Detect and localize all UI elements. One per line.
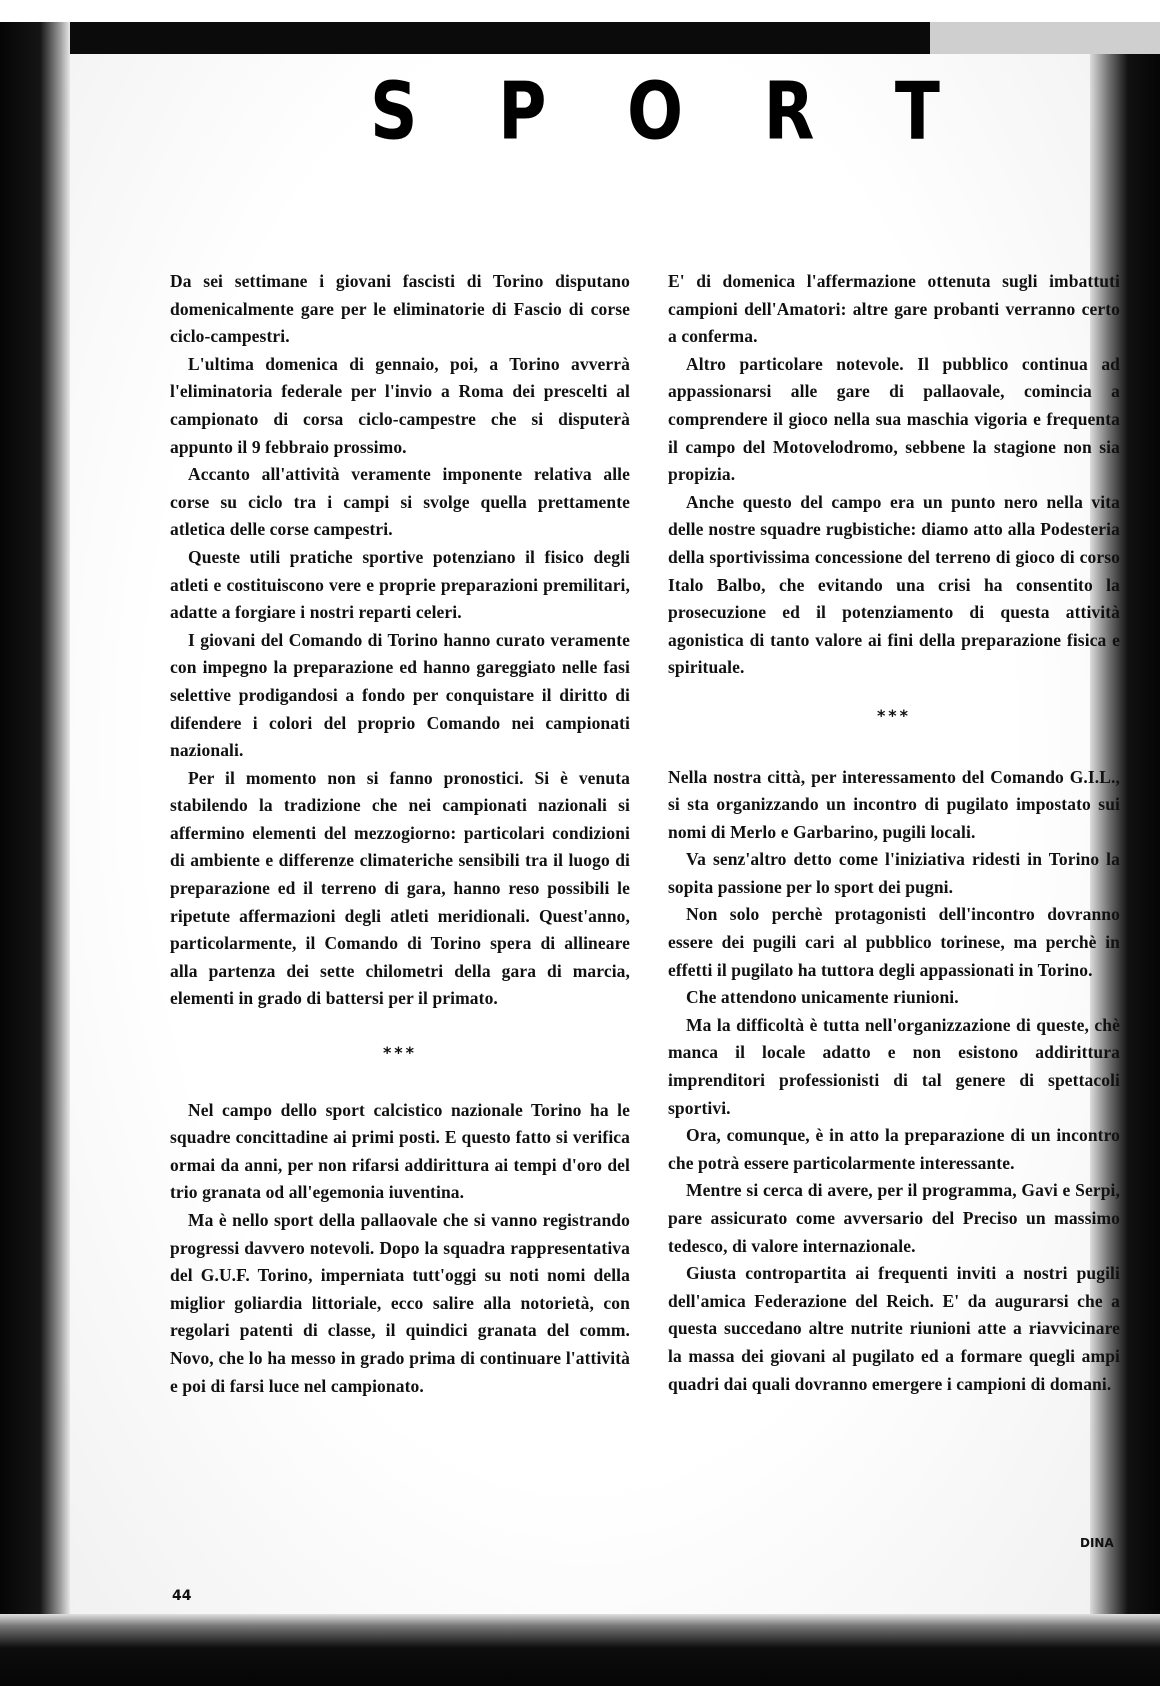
title-letter: P [498,64,547,158]
article-paragraph: Altro particolare notevole. Il pubblico continua ad appassionarsi alle gare di pallaovale, comincia a comprendere il gioco nella sua maschia vigoria e frequenta il campo del Motovelodromo, sebbene la stagione non sia propizia. [668,353,1120,485]
scan-border-top-light [930,22,1160,54]
page-number: 44 [172,1588,192,1604]
article-paragraph: Per il momento non si fanno pronostici. Si è venuta stabilendo la tradizione che nei campionati nazionali si affermino elementi del mezzogiorno: particolari condizioni di ambiente e differenze climateriche sensibili tra il luogo di preparazione ed il terreno di gara, hanno reso possibili le ripetute affermazioni degli atleti meridionali. Quest'anno, particolarmente, il Comando di Torino spera di allineare alla partenza dei sette chilometri della gara di marcia, elementi in grado di battersi per il primato. [170,767,630,1009]
title-letter: R [763,64,815,158]
article-paragraph: Che attendono unicamente riunioni. [686,987,959,1008]
article-paragraph: Ma la difficoltà è tutta nell'organizzazione di queste, chè manca il locale adatto e non esistono addirittura imprenditori professionisti di tal genere di spettacoli sportivi. [668,1014,1120,1118]
title-letter: T [894,64,940,158]
article-paragraph: I giovani del Comando di Torino hanno curato veramente con impegno la preparazione ed hanno gareggiato nelle fasi selettive prodigandosi a fondo per conquistare il diritto di difendere i colori del proprio Comando nei campionati nazionali. [170,629,630,761]
scan-border-left [0,22,70,1686]
scan-border-bottom [0,1614,1160,1686]
title-letter: S [370,64,418,158]
article-paragraph: Va senz'altro detto come l'iniziativa ridesti in Torino la sopita passione per lo sport dei pugni. [668,849,1120,897]
article-paragraph: Ma è nello sport della pallaovale che si vanno registrando progressi davvero notevoli. Dopo la squadra rappresentativa del G.U.F. Torino, imperniata tutt'oggi su noti nomi della miglior goliardia littoriale, ecco salire alla notorietà, con regolari patenti di classe, il quindici granata del comm. Novo, che lo ha messo in grado prima di continuare l'attività e poi di farsi luce nel campionato. [170,1210,630,1396]
article-paragraph: Da sei settimane i giovani fascisti di Torino disputano domenicalmente gare per le eliminatorie di Fascio di corse ciclo-campestri. [170,271,630,347]
article-paragraph: Queste utili pratiche sportive potenziano il fisico degli atleti e costituiscono vere e proprie preparazioni premilitari, adatte a forgiare i nostri reparti celeri. [170,546,630,623]
section-separator: *** [876,705,912,725]
article-paragraph: Accanto all'attività veramente imponente relativa alle corse su ciclo tra i campi si svolge quella prettamente atletica delle corse campestri. [170,464,630,540]
article-paragraph: Mentre si cerca di avere, per il programma, Gavi e Serpi, pare assicurato come avversario del Preciso un massimo tedesco, di valore internazionale. [668,1180,1120,1256]
article-paragraph: E' di domenica l'affermazione ottenuta sugli imbattuti campioni dell'Amatori: altre gare probanti verranno certo a conferma. [668,271,1120,347]
article-paragraph: Ora, comunque, è in atto la preparazione di un incontro che potrà essere particolarmente interessante. [668,1125,1120,1173]
article-paragraph: Nel campo dello sport calcistico nazionale Torino ha le squadre concittadine ai primi posti. E questo fatto si verifica ormai da anni, per non rifarsi addirittura ai tempi d'oro del trio granata od all'egemonia iuventina. [170,1099,630,1203]
scan-border-top [0,0,1160,22]
article-paragraph: L'ultima domenica di gennaio, poi, a Torino avverrà l'eliminatoria federale per l'invio a Roma dei prescelti al campionato di corsa ciclo-campestre che si disputerà appunto il 9 febbraio prossimo. [170,353,630,457]
page-title [370,57,940,165]
article-paragraph: Non solo perchè protagonisti dell'incontro dovranno essere dei pugili cari al pubblico torinese, ma perchè in effetti il pugilato ha tuttora degli appassionati in Torino. [668,904,1120,980]
article-paragraph: Giusta contropartita ai frequenti inviti a nostri pugili dell'amica Federazione del Reich. E' da augurarsi che a questa succedano altre nutrite riunioni atte a riavvicinare la massa dei giovani al pugilato ed a formare quegli ampi quadri dai quali dovranno emergere i campioni di domani. [668,1263,1120,1394]
section-separator: *** [382,1043,418,1063]
article-paragraph: Nella nostra città, per interessamento del Comando G.I.L., si sta organizzando un incontro di pugilato impostato sui nomi di Merlo e Garbarino, pugili locali. [668,766,1120,842]
author-signature: DINA [1080,1536,1114,1550]
scan-border-top-bar [0,22,930,54]
right-column [668,268,1120,1398]
article-paragraph: Anche questo del campo era un punto nero nella vita delle nostre squadre rugbistiche: diamo atto alla Podesteria della sportivissima concessione del terreno di gioco di corso Italo Balbo, che evitando una crisi ha consentito la prosecuzione ed il potenziamento di questa attività agonistica di tanto valore ai fini della preparazione fisica e spirituale. [668,491,1120,678]
title-letter: O [626,64,684,158]
left-column [170,268,630,1400]
